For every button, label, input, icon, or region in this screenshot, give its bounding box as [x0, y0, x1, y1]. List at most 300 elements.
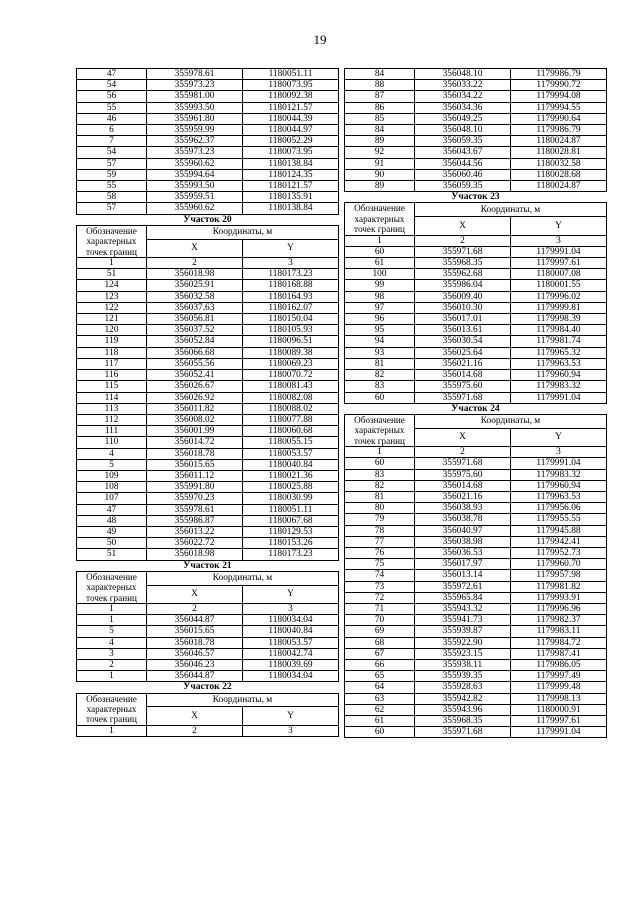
table-row — [77, 493, 339, 504]
coordinate-x: 356026.92 — [147, 392, 243, 403]
coordinate-y: 1179963.53 — [511, 358, 607, 369]
point-number: 55 — [77, 102, 147, 113]
table-row — [345, 648, 607, 659]
coordinate-y: 1179997.61 — [511, 716, 607, 727]
point-number: 91 — [345, 158, 415, 169]
table-row — [77, 192, 339, 203]
coordinate-x: 356034.22 — [415, 91, 511, 102]
coordinate-x: 355960.62 — [147, 203, 243, 214]
table-row — [345, 603, 607, 614]
point-number: 4 — [77, 637, 147, 648]
table-row — [345, 358, 607, 369]
point-number: 113 — [77, 403, 147, 414]
coordinate-x: 356018.98 — [147, 269, 243, 280]
coordinate-y: 1180025.88 — [243, 482, 339, 493]
table-row — [345, 547, 607, 558]
point-number: 58 — [77, 192, 147, 203]
table-row — [77, 158, 339, 169]
table-row — [345, 592, 607, 603]
coordinate-y: 1180055.15 — [243, 437, 339, 448]
coordinate-x: 356030.54 — [415, 336, 511, 347]
table-row — [345, 147, 607, 158]
coordinate-y: 1180034.04 — [243, 615, 339, 626]
point-number: 123 — [77, 291, 147, 302]
coordinate-x: 356037.52 — [147, 325, 243, 336]
section-title-row — [77, 560, 339, 571]
header-y: Y — [511, 428, 607, 446]
coordinate-x: 356015.65 — [147, 459, 243, 470]
column-numbers-row — [345, 447, 607, 458]
coordinate-y: 1180007.08 — [511, 269, 607, 280]
coordinate-x: 356049.25 — [415, 113, 511, 124]
column-number: 3 — [511, 447, 607, 458]
coordinate-y: 1179999.48 — [511, 682, 607, 693]
table-row — [345, 727, 607, 738]
coordinate-y: 1180039.69 — [243, 659, 339, 670]
coordinate-x: 356014.68 — [415, 370, 511, 381]
header-y: Y — [243, 585, 339, 603]
point-number: 84 — [345, 125, 415, 136]
point-number: 100 — [345, 269, 415, 280]
table-row — [345, 693, 607, 704]
header-designation: Обозначение характерных точек границ — [77, 693, 147, 725]
table-row — [345, 158, 607, 169]
coordinate-x: 355965.84 — [415, 592, 511, 603]
coordinate-x: 355971.68 — [415, 392, 511, 403]
coordinate-y: 1180044.39 — [243, 113, 339, 124]
point-number: 84 — [345, 69, 415, 80]
table-row — [77, 403, 339, 414]
point-number: 86 — [345, 102, 415, 113]
column-number: 1 — [77, 603, 147, 614]
coordinate-y: 1179994.55 — [511, 102, 607, 113]
point-number: 89 — [345, 136, 415, 147]
table-row — [345, 80, 607, 91]
table-row — [345, 458, 607, 469]
coordinate-x: 355968.35 — [415, 716, 511, 727]
coordinate-x: 356059.35 — [415, 136, 511, 147]
table-row — [77, 414, 339, 425]
point-number: 62 — [345, 704, 415, 715]
section-title: Участок 24 — [451, 403, 500, 414]
coordinate-y: 1180129.53 — [243, 526, 339, 537]
header-coordinates: Координаты, м — [147, 571, 339, 585]
point-number: 54 — [77, 147, 147, 158]
column-number: 3 — [243, 258, 339, 269]
coordinate-y: 1179991.04 — [511, 392, 607, 403]
coordinate-y: 1179994.08 — [511, 91, 607, 102]
table-row — [77, 314, 339, 325]
point-number: 87 — [345, 91, 415, 102]
table-row — [77, 125, 339, 136]
table-row — [77, 392, 339, 403]
point-number: 65 — [345, 671, 415, 682]
header-designation: Обозначение характерных точек границ — [345, 414, 415, 446]
coordinate-y: 1180121.57 — [243, 102, 339, 113]
point-number: 95 — [345, 325, 415, 336]
coordinate-y: 1180069.23 — [243, 358, 339, 369]
section-title: Участок 21 — [183, 560, 232, 571]
coordinate-x: 355939.35 — [415, 671, 511, 682]
coordinate-y: 1179981.74 — [511, 336, 607, 347]
coordinate-x: 355971.68 — [415, 246, 511, 257]
coordinate-x: 356018.98 — [147, 549, 243, 560]
coordinate-y: 1180105.93 — [243, 325, 339, 336]
coordinate-y: 1180044.97 — [243, 125, 339, 136]
table-row — [345, 480, 607, 491]
table-row — [77, 459, 339, 470]
coordinate-x: 356011.12 — [147, 470, 243, 481]
table-row — [77, 671, 339, 682]
coordinate-x: 356014.72 — [147, 437, 243, 448]
point-number: 96 — [345, 314, 415, 325]
section-title: Участок 22 — [183, 681, 232, 693]
coordinate-y: 1179983.32 — [511, 469, 607, 480]
column-number: 1 — [77, 258, 147, 269]
table-row — [77, 102, 339, 113]
coordinate-x: 356025.64 — [415, 347, 511, 358]
coordinate-y: 1179998.39 — [511, 314, 607, 325]
point-number: 5 — [77, 626, 147, 637]
header-coordinates: Координаты, м — [415, 414, 607, 428]
point-number: 47 — [77, 504, 147, 515]
header-row — [345, 203, 607, 217]
header-row — [77, 693, 339, 707]
header-row — [77, 225, 339, 239]
coordinate-y: 1180060.68 — [243, 426, 339, 437]
coordinate-x: 355978.61 — [147, 69, 243, 80]
coordinate-y: 1180067.68 — [243, 515, 339, 526]
coordinate-x: 355960.62 — [147, 158, 243, 169]
point-number: 94 — [345, 336, 415, 347]
coordinate-x: 355968.35 — [415, 258, 511, 269]
section-title-row — [345, 403, 607, 414]
page-number: 19 — [313, 32, 327, 47]
coordinate-x: 356022.72 — [147, 538, 243, 549]
point-number: 81 — [345, 491, 415, 502]
coordinate-y: 1179960.94 — [511, 370, 607, 381]
coordinate-y: 1179986.05 — [511, 659, 607, 670]
table-row — [345, 347, 607, 358]
point-number: 74 — [345, 570, 415, 581]
coordinate-y: 1180173.23 — [243, 549, 339, 560]
coordinate-x: 356038.78 — [415, 514, 511, 525]
point-number: 48 — [77, 515, 147, 526]
table-row — [345, 280, 607, 291]
coordinate-y: 1180168.88 — [243, 280, 339, 291]
coordinate-y: 1180042.74 — [243, 648, 339, 659]
coordinate-y: 1180124.35 — [243, 169, 339, 180]
coordinate-x: 356026.67 — [147, 381, 243, 392]
coordinate-x: 355941.73 — [415, 615, 511, 626]
coordinate-y: 1179982.37 — [511, 615, 607, 626]
coordinate-y: 1179952.73 — [511, 547, 607, 558]
table-row — [345, 258, 607, 269]
coordinate-x: 355938.11 — [415, 659, 511, 670]
coordinate-x: 356059.35 — [415, 181, 511, 192]
point-number: 111 — [77, 426, 147, 437]
coordinate-y: 1179991.04 — [511, 727, 607, 738]
point-number: 124 — [77, 280, 147, 291]
coordinate-x: 356017.01 — [415, 314, 511, 325]
coordinate-x: 356046.57 — [147, 648, 243, 659]
coordinate-y: 1180121.57 — [243, 181, 339, 192]
coordinate-x: 356066.68 — [147, 347, 243, 358]
coordinate-y: 1179955.55 — [511, 514, 607, 525]
table-row — [345, 370, 607, 381]
table-row — [345, 113, 607, 124]
point-number: 92 — [345, 147, 415, 158]
coordinate-y: 1180052.29 — [243, 136, 339, 147]
coordinate-y: 1180053.57 — [243, 637, 339, 648]
point-number: 71 — [345, 603, 415, 614]
table-row — [77, 358, 339, 369]
table-row — [77, 280, 339, 291]
point-number: 76 — [345, 547, 415, 558]
table-row — [77, 426, 339, 437]
coordinate-y: 1179983.11 — [511, 626, 607, 637]
coordinate-x: 356009.40 — [415, 291, 511, 302]
coordinate-x: 356052.84 — [147, 336, 243, 347]
header-x: X — [147, 585, 243, 603]
coordinates-table — [344, 68, 607, 738]
coordinate-x: 356048.10 — [415, 125, 511, 136]
coordinate-y: 1180000.91 — [511, 704, 607, 715]
point-number: 81 — [345, 358, 415, 369]
coordinate-x: 355973.23 — [147, 80, 243, 91]
coordinate-y: 1180051.11 — [243, 504, 339, 515]
coordinate-y: 1179990.64 — [511, 113, 607, 124]
point-number: 75 — [345, 559, 415, 570]
table-row — [77, 381, 339, 392]
table-row — [77, 504, 339, 515]
point-number: 5 — [77, 459, 147, 470]
coordinate-y: 1179945.88 — [511, 525, 607, 536]
coordinate-y: 1180138.84 — [243, 158, 339, 169]
table-row — [345, 525, 607, 536]
coordinate-x: 356013.61 — [415, 325, 511, 336]
table-row — [345, 246, 607, 257]
point-number: 66 — [345, 659, 415, 670]
coordinate-x: 356017.97 — [415, 559, 511, 570]
coordinate-x: 356033.22 — [415, 80, 511, 91]
column-numbers-row — [345, 235, 607, 246]
coordinate-y: 1180024.87 — [511, 136, 607, 147]
table-row — [345, 336, 607, 347]
table-row — [345, 704, 607, 715]
coordinate-y: 1179990.72 — [511, 80, 607, 91]
point-number: 63 — [345, 693, 415, 704]
coordinate-x: 355981.00 — [147, 91, 243, 102]
coordinate-x: 356038.98 — [415, 536, 511, 547]
table-row — [77, 538, 339, 549]
table-row — [345, 469, 607, 480]
coordinate-y: 1180040.84 — [243, 459, 339, 470]
coordinate-y: 1180164.93 — [243, 291, 339, 302]
header-y: Y — [243, 239, 339, 257]
point-number: 115 — [77, 381, 147, 392]
point-number: 72 — [345, 592, 415, 603]
coordinate-x: 355959.51 — [147, 192, 243, 203]
column-number: 3 — [511, 235, 607, 246]
table-row — [77, 637, 339, 648]
coordinates-table — [76, 68, 339, 737]
column-number: 2 — [147, 603, 243, 614]
table-row — [345, 169, 607, 180]
header-designation: Обозначение характерных точек границ — [345, 203, 415, 235]
header-designation: Обозначение характерных точек границ — [77, 225, 147, 257]
table-row — [77, 370, 339, 381]
coordinate-x: 356056.81 — [147, 314, 243, 325]
header-coordinates: Координаты, м — [147, 225, 339, 239]
coordinate-y: 1180173.23 — [243, 269, 339, 280]
coordinate-y: 1179960.70 — [511, 559, 607, 570]
coordinate-x: 355970.23 — [147, 493, 243, 504]
coordinate-x: 355986.04 — [415, 280, 511, 291]
point-number: 107 — [77, 493, 147, 504]
coordinate-x: 355942.82 — [415, 693, 511, 704]
table-row — [77, 626, 339, 637]
point-number: 93 — [345, 347, 415, 358]
section-title: Участок 23 — [451, 191, 500, 203]
point-number: 85 — [345, 113, 415, 124]
table-row — [345, 136, 607, 147]
coordinate-y: 1179996.96 — [511, 603, 607, 614]
coordinate-y: 1180088.02 — [243, 403, 339, 414]
point-number: 83 — [345, 469, 415, 480]
coordinate-x: 356018.78 — [147, 448, 243, 459]
coordinate-y: 1180162.07 — [243, 302, 339, 313]
coordinate-y: 1179983.32 — [511, 381, 607, 392]
coordinate-y: 1179960.94 — [511, 480, 607, 491]
coordinate-y: 1180034.04 — [243, 671, 339, 682]
coordinate-y: 1180051.11 — [243, 69, 339, 80]
table-row — [345, 181, 607, 192]
table-row — [345, 514, 607, 525]
table-row — [345, 102, 607, 113]
point-number: 121 — [77, 314, 147, 325]
section-title-row — [345, 192, 607, 203]
coordinate-y: 1180001.55 — [511, 280, 607, 291]
coordinate-x: 356044.87 — [147, 615, 243, 626]
table-row — [77, 515, 339, 526]
coordinate-x: 356015.65 — [147, 626, 243, 637]
coordinate-x: 356018.78 — [147, 637, 243, 648]
coordinate-y: 1179981.82 — [511, 581, 607, 592]
coordinate-x: 356037.63 — [147, 302, 243, 313]
table-row — [345, 491, 607, 502]
point-number: 120 — [77, 325, 147, 336]
coordinate-x: 356046.23 — [147, 659, 243, 670]
point-number: 56 — [77, 91, 147, 102]
coordinate-x: 355975.60 — [415, 381, 511, 392]
column-number: 2 — [415, 235, 511, 246]
point-number: 73 — [345, 581, 415, 592]
coordinate-y: 1179942.41 — [511, 536, 607, 547]
table-row — [77, 648, 339, 659]
coordinate-y: 1180028.68 — [511, 169, 607, 180]
table-row — [77, 269, 339, 280]
coordinate-y: 1180153.26 — [243, 538, 339, 549]
point-number: 67 — [345, 648, 415, 659]
coordinate-y: 1180073.95 — [243, 147, 339, 158]
coordinate-x: 355928.63 — [415, 682, 511, 693]
coordinate-x: 355962.68 — [415, 269, 511, 280]
table-row — [345, 69, 607, 80]
coordinate-x: 355943.32 — [415, 603, 511, 614]
column-number: 1 — [345, 235, 415, 246]
column-number: 3 — [243, 725, 339, 736]
section-title: Участок 20 — [183, 214, 232, 225]
coordinate-y: 1179957.98 — [511, 570, 607, 581]
coordinate-y: 1179993.91 — [511, 592, 607, 603]
table-row — [77, 526, 339, 537]
coordinate-x: 356044.87 — [147, 671, 243, 682]
point-number: 7 — [77, 136, 147, 147]
point-number: 60 — [345, 727, 415, 738]
table-row — [345, 716, 607, 727]
coordinate-y: 1179986.79 — [511, 69, 607, 80]
table-row — [77, 470, 339, 481]
point-number: 110 — [77, 437, 147, 448]
coordinate-x: 355922.90 — [415, 637, 511, 648]
table-row — [345, 615, 607, 626]
table-row — [77, 80, 339, 91]
table-row — [345, 125, 607, 136]
coordinate-x: 355961.80 — [147, 113, 243, 124]
point-number: 108 — [77, 482, 147, 493]
header-coordinates: Координаты, м — [147, 693, 339, 707]
coordinate-x: 356036.53 — [415, 547, 511, 558]
coordinate-x: 355991.80 — [147, 482, 243, 493]
coordinate-y: 1180070.72 — [243, 370, 339, 381]
coordinate-y: 1179998.13 — [511, 693, 607, 704]
column-numbers-row — [77, 603, 339, 614]
point-number: 82 — [345, 370, 415, 381]
coordinate-y: 1179956.06 — [511, 503, 607, 514]
table-row — [345, 659, 607, 670]
coordinate-y: 1180138.84 — [243, 203, 339, 214]
header-y: Y — [511, 217, 607, 235]
coordinate-y: 1179984.40 — [511, 325, 607, 336]
point-number: 122 — [77, 302, 147, 313]
table-row — [345, 302, 607, 313]
column-number: 1 — [77, 725, 147, 736]
coordinate-x: 356052.41 — [147, 370, 243, 381]
table-row — [77, 336, 339, 347]
table-row — [77, 437, 339, 448]
point-number: 51 — [77, 269, 147, 280]
coordinate-x: 356034.36 — [415, 102, 511, 113]
coordinate-x: 355994.64 — [147, 169, 243, 180]
point-number: 3 — [77, 648, 147, 659]
table-row — [77, 615, 339, 626]
column-number: 1 — [345, 447, 415, 458]
point-number: 61 — [345, 716, 415, 727]
coordinate-x: 356014.68 — [415, 480, 511, 491]
coordinate-x: 355986.87 — [147, 515, 243, 526]
coordinate-x: 356001.99 — [147, 426, 243, 437]
coordinate-y: 1179997.61 — [511, 258, 607, 269]
coordinate-x: 356060.46 — [415, 169, 511, 180]
table-row — [345, 269, 607, 280]
header-x: X — [147, 707, 243, 725]
point-number: 70 — [345, 615, 415, 626]
point-number: 61 — [345, 258, 415, 269]
point-number: 60 — [345, 392, 415, 403]
table-row — [77, 549, 339, 560]
coordinate-y: 1180081.43 — [243, 381, 339, 392]
